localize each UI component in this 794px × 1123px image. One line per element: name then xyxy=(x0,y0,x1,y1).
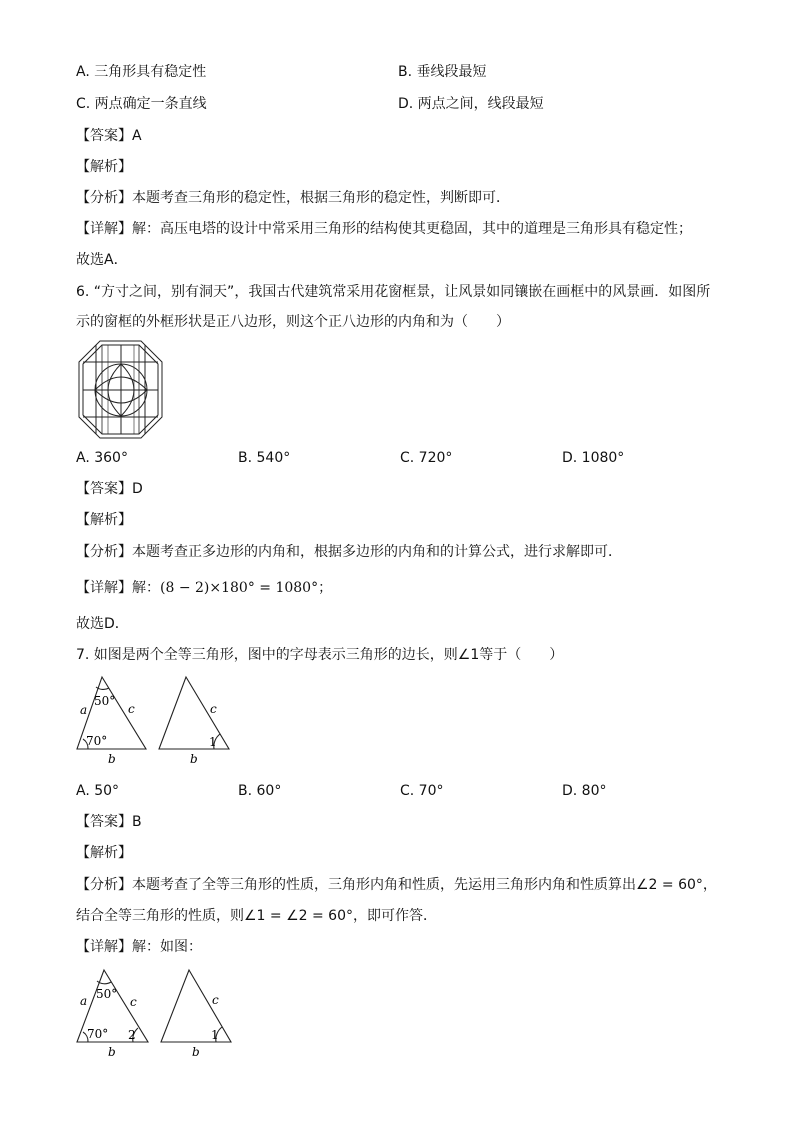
q7s-label-angle-top: 50° xyxy=(96,987,118,1001)
q7-triangles-figure xyxy=(76,673,236,767)
q7-label-angle-left: 70° xyxy=(86,734,108,748)
q7-stem: 7. 如图是两个全等三角形，图中的字母表示三角形的边长，则∠1等于（ ） xyxy=(76,647,564,663)
q5-option-b: B. 垂线段最短 xyxy=(398,64,487,80)
q7-label-angle-top: 50° xyxy=(94,694,116,708)
q7-option-a: A. 50° xyxy=(76,783,120,799)
q6-stem-line2: 示的窗框的外框形状是正八边形，则这个正八边形的内角和为（ ） xyxy=(76,314,510,330)
q7s-label-angle-1: 1 xyxy=(211,1028,219,1042)
q5-analysis: 【分析】本题考查三角形的稳定性，根据三角形的稳定性，判断即可． xyxy=(76,190,510,206)
q5-option-a: A. 三角形具有稳定性 xyxy=(76,64,207,80)
q6-stem-line1: 6. “方寸之间，别有洞天”，我国古代建筑常采用花窗框景，让风景如同镶嵌在画框中的风景画．如图所 xyxy=(76,284,711,300)
q6-answer: 【答案】D xyxy=(76,481,143,497)
q7-option-b: B. 60° xyxy=(238,783,282,799)
q7-detail: 【详解】解：如图： xyxy=(76,939,202,955)
q6-option-b: B. 540° xyxy=(238,450,291,466)
q7s-label-angle-2: 2 xyxy=(128,1028,136,1042)
q6-analysis: 【分析】本题考查正多边形的内角和，根据多边形的内角和的计算公式，进行求解即可． xyxy=(76,544,622,560)
q7-analysis-line2: 结合全等三角形的性质，则∠1 = ∠2 = 60°，即可作答． xyxy=(76,908,437,924)
q7-label-a: a xyxy=(80,703,88,717)
q7s-label-c-2: c xyxy=(212,993,219,1007)
q7s-label-b-2: b xyxy=(192,1045,200,1059)
q6-option-d: D. 1080° xyxy=(562,450,625,466)
q6-option-c: C. 720° xyxy=(400,450,453,466)
q7-answer: 【答案】B xyxy=(76,814,142,830)
q7s-label-b: b xyxy=(108,1045,116,1059)
q5-conclusion: 故选A． xyxy=(76,252,128,268)
octagon-window-figure xyxy=(78,340,164,440)
q5-jiexi-heading: 【解析】 xyxy=(76,159,132,175)
q5-option-c: C. 两点确定一条直线 xyxy=(76,96,207,112)
q7-option-d: D. 80° xyxy=(562,783,607,799)
q7-label-c-2: c xyxy=(210,702,217,716)
q7-label-angle-1: 1 xyxy=(209,735,217,749)
q7-analysis-line1: 【分析】本题考查了全等三角形的性质，三角形内角和性质，先运用三角形内角和性质算出∠2 = 60°， xyxy=(76,877,717,893)
q6-option-a: A. 360° xyxy=(76,450,128,466)
q6-detail-formula: (8 − 2)×180° = 1080°； xyxy=(160,580,333,596)
q6-jiexi-heading: 【解析】 xyxy=(76,512,132,528)
q7-label-b-2: b xyxy=(190,752,198,766)
q7-jiexi-heading: 【解析】 xyxy=(76,845,132,861)
q5-detail: 【详解】解：高压电塔的设计中常采用三角形的结构使其更稳固，其中的道理是三角形具有稳定性； xyxy=(76,221,692,237)
q7-label-c: c xyxy=(128,702,135,716)
q7s-label-angle-left: 70° xyxy=(87,1027,109,1041)
q5-option-d: D. 两点之间，线段最短 xyxy=(398,96,544,112)
q6-conclusion: 故选D． xyxy=(76,616,129,632)
q7s-label-a: a xyxy=(80,994,88,1008)
q7-label-b: b xyxy=(108,752,116,766)
q5-answer: 【答案】A xyxy=(76,128,142,144)
q7-option-c: C. 70° xyxy=(400,783,444,799)
q7-solution-triangles-figure xyxy=(76,966,238,1060)
q6-detail xyxy=(76,578,332,598)
q6-detail-prefix: 【详解】解： xyxy=(76,580,160,596)
q7s-label-c: c xyxy=(130,995,137,1009)
